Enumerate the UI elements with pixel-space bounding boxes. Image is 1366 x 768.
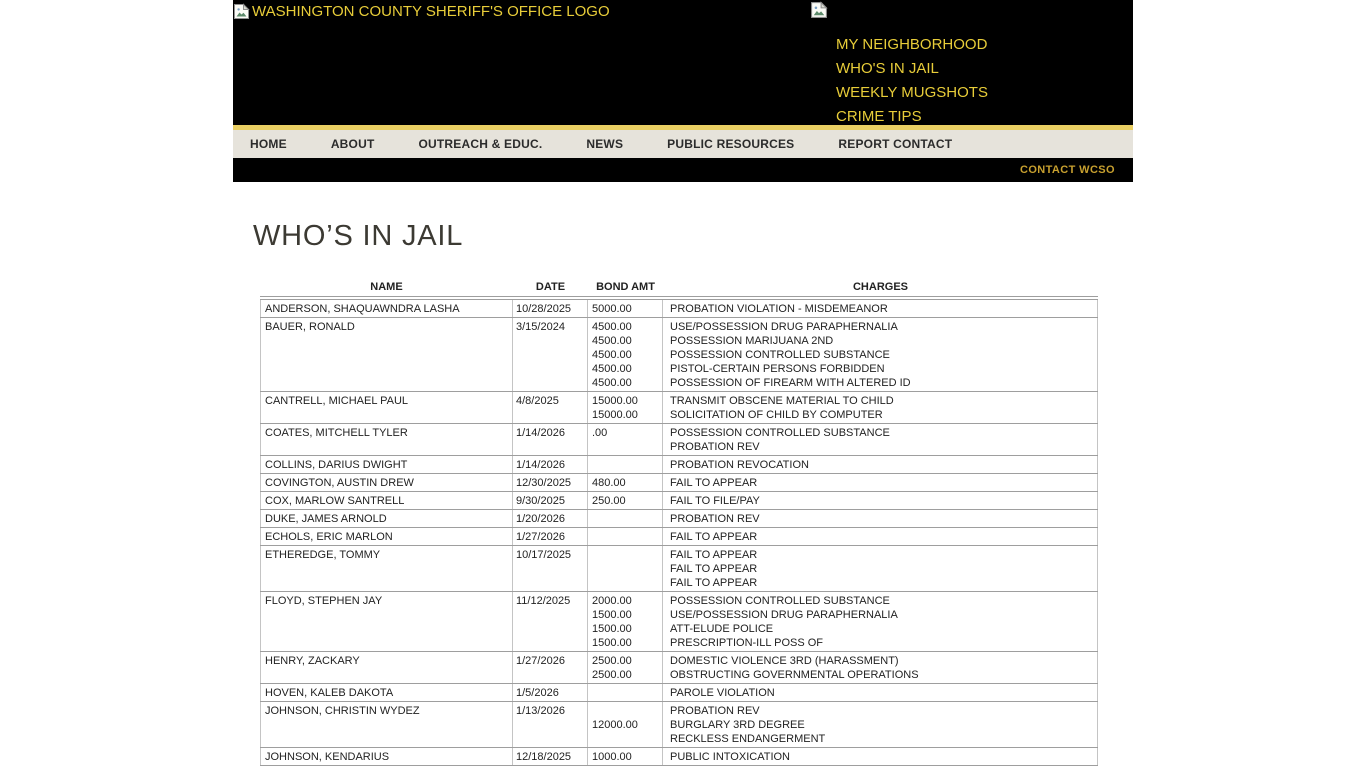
charge-line: POSSESSION CONTROLLED SUBSTANCE	[670, 595, 890, 607]
cell-date	[513, 702, 588, 747]
nav-item-about[interactable]: ABOUT	[330, 137, 375, 151]
column-header-charges: CHARGES	[852, 281, 908, 293]
bond-amount: 250.00	[592, 495, 626, 507]
column-header-bond-amt: BOND AMT	[596, 281, 655, 293]
bond-amount: 1500.00	[592, 609, 632, 621]
bond-amount	[592, 562, 662, 576]
bond-amount	[592, 440, 662, 454]
header-link-item	[836, 105, 988, 129]
cell-name	[260, 300, 513, 317]
booking-date: 1/14/2026	[516, 427, 565, 439]
charge-line: FAIL TO APPEAR	[670, 477, 758, 489]
charge-line: POSSESSION CONTROLLED SUBSTANCE	[670, 349, 890, 361]
logo-alt-text: WASHINGTON COUNTY SHERIFF'S OFFICE LOGO	[252, 3, 610, 20]
charge-line: PRESCRIPTION-ILL POSS OF	[670, 637, 824, 649]
cell-date	[513, 510, 588, 527]
contact-bar	[233, 158, 1133, 182]
bond-amount: .00	[592, 427, 608, 439]
inmate-name: ECHOLS, ERIC MARLON	[265, 531, 393, 543]
cell-date	[513, 528, 588, 545]
nav-item-public-resources[interactable]: PUBLIC RESOURCES	[667, 137, 795, 151]
charge-line: POSSESSION OF FIREARM WITH ALTERED ID	[670, 377, 911, 389]
charge-line: BURGLARY 3RD DEGREE	[670, 719, 805, 731]
cell-charges	[663, 652, 1098, 683]
inmate-name: COATES, MITCHELL TYLER	[265, 427, 408, 439]
cell-bond-amt	[588, 510, 663, 527]
cell-name	[260, 546, 513, 591]
bond-amount: 2000.00	[592, 595, 632, 607]
cell-bond-amt	[588, 300, 663, 317]
cell-charges	[663, 748, 1098, 765]
booking-date: 1/20/2026	[516, 513, 565, 525]
cell-date	[513, 392, 588, 423]
bond-amount	[592, 530, 662, 544]
charge-line: PROBATION REV	[670, 441, 760, 453]
table-row	[260, 748, 1098, 766]
cell-name	[260, 748, 513, 765]
bond-amount: 1500.00	[592, 637, 632, 649]
booking-date: 3/15/2024	[516, 321, 565, 333]
table-row	[260, 546, 1098, 592]
booking-date: 12/18/2025	[516, 751, 572, 763]
nav-item-outreach-educ[interactable]: OUTREACH & EDUC.	[418, 137, 543, 151]
cell-name	[260, 702, 513, 747]
cell-charges	[663, 592, 1098, 651]
charge-line: PROBATION VIOLATION - MISDEMEANOR	[670, 303, 888, 315]
booking-date: 11/12/2025	[516, 595, 571, 607]
cell-bond-amt	[588, 652, 663, 683]
bond-amount	[592, 548, 662, 562]
header-link-crime-tips[interactable]: CRIME TIPS	[836, 108, 922, 125]
cell-bond-amt	[588, 492, 663, 509]
cell-date	[513, 684, 588, 701]
cell-name	[260, 474, 513, 491]
cell-date	[513, 492, 588, 509]
header-quick-links	[836, 33, 988, 129]
cell-date	[513, 318, 588, 391]
bond-amount: 4500.00	[592, 377, 632, 389]
charge-line: PROBATION REV	[670, 705, 760, 717]
bond-amount: 2500.00	[592, 669, 632, 681]
jail-table-body	[260, 299, 1098, 766]
cell-bond-amt	[588, 592, 663, 651]
charge-line: POSSESSION CONTROLLED SUBSTANCE	[670, 427, 890, 439]
cell-name	[260, 528, 513, 545]
main-nav	[233, 130, 1133, 158]
bond-amount: 2500.00	[592, 655, 632, 667]
booking-date: 10/17/2025	[516, 549, 572, 561]
cell-name	[260, 510, 513, 527]
cell-charges	[663, 702, 1098, 747]
bond-amount: 480.00	[592, 477, 626, 489]
booking-date: 1/27/2026	[516, 655, 565, 667]
cell-bond-amt	[588, 318, 663, 391]
booking-date: 10/28/2025	[516, 303, 572, 315]
cell-date	[513, 300, 588, 317]
bond-amount: 1000.00	[592, 751, 632, 763]
table-row	[260, 684, 1098, 702]
charge-line: FAIL TO APPEAR	[670, 549, 758, 561]
charge-line: FAIL TO APPEAR	[670, 563, 758, 575]
inmate-name: DUKE, JAMES ARNOLD	[265, 513, 387, 525]
bond-amount: 5000.00	[592, 303, 632, 315]
bond-amount	[592, 704, 662, 718]
bond-amount: 4500.00	[592, 321, 632, 333]
bond-amount: 4500.00	[592, 335, 632, 347]
inmate-name: COX, MARLOW SANTRELL	[265, 495, 405, 507]
charge-line: PROBATION REVOCATION	[670, 459, 809, 471]
cell-name	[260, 424, 513, 455]
cell-name	[260, 392, 513, 423]
cell-charges	[663, 424, 1098, 455]
booking-date: 1/13/2026	[516, 705, 565, 717]
header-link-weekly-mugshots[interactable]: WEEKLY MUGSHOTS	[836, 84, 988, 101]
inmate-name: COVINGTON, AUSTIN DREW	[265, 477, 414, 489]
cell-bond-amt	[588, 528, 663, 545]
cell-name	[260, 652, 513, 683]
bond-amount	[592, 512, 662, 526]
cell-charges	[663, 528, 1098, 545]
header-link-item	[836, 33, 988, 57]
inmate-name: FLOYD, STEPHEN JAY	[265, 595, 383, 607]
table-row	[260, 318, 1098, 392]
cell-charges	[663, 492, 1098, 509]
cell-charges	[663, 684, 1098, 701]
inmate-name: BAUER, RONALD	[265, 321, 355, 333]
header-link-my-neighborhood[interactable]: MY NEIGHBORHOOD	[836, 36, 988, 53]
site-header	[233, 0, 1133, 125]
inmate-name: JOHNSON, KENDARIUS	[265, 751, 390, 763]
cell-date	[513, 652, 588, 683]
charge-line: DOMESTIC VIOLENCE 3RD (HARASSMENT)	[670, 655, 899, 667]
booking-date: 1/27/2026	[516, 531, 565, 543]
charge-line: ATT-ELUDE POLICE	[670, 623, 774, 635]
cell-charges	[663, 474, 1098, 491]
booking-date: 12/30/2025	[516, 477, 572, 489]
charge-line: PISTOL-CERTAIN PERSONS FORBIDDEN	[670, 363, 885, 375]
table-row	[260, 652, 1098, 684]
cell-date	[513, 456, 588, 473]
cell-date	[513, 474, 588, 491]
cell-charges	[663, 510, 1098, 527]
charge-line: PUBLIC INTOXICATION	[670, 751, 791, 763]
table-row	[260, 456, 1098, 474]
charge-line: FAIL TO APPEAR	[670, 531, 758, 543]
booking-date: 4/8/2025	[516, 395, 559, 407]
broken-image-icon	[810, 1, 828, 24]
jail-table-header	[260, 280, 1098, 297]
booking-date: 1/5/2026	[516, 687, 559, 699]
table-row	[260, 392, 1098, 424]
charge-line: USE/POSSESSION DRUG PARAPHERNALIA	[670, 321, 898, 333]
bond-amount: 15000.00	[592, 409, 638, 421]
logo-link[interactable]	[233, 3, 610, 25]
nav-item-news[interactable]: NEWS	[586, 137, 624, 151]
cell-bond-amt	[588, 546, 663, 591]
inmate-name: HOVEN, KALEB DAKOTA	[265, 687, 394, 699]
cell-bond-amt	[588, 474, 663, 491]
cell-charges	[663, 318, 1098, 391]
cell-date	[513, 546, 588, 591]
charge-line: SOLICITATION OF CHILD BY COMPUTER	[670, 409, 883, 421]
main-content	[233, 221, 1133, 766]
table-row	[260, 702, 1098, 748]
column-header-date: DATE	[535, 281, 566, 293]
column-header-name: NAME	[370, 281, 403, 293]
bond-amount: 4500.00	[592, 349, 632, 361]
cell-bond-amt	[588, 684, 663, 701]
table-row	[260, 510, 1098, 528]
inmate-name: COLLINS, DARIUS DWIGHT	[265, 459, 408, 471]
cell-bond-amt	[588, 702, 663, 747]
bond-amount: 4500.00	[592, 363, 632, 375]
cell-charges	[663, 392, 1098, 423]
cell-name	[260, 492, 513, 509]
charge-line: USE/POSSESSION DRUG PARAPHERNALIA	[670, 609, 898, 621]
bond-amount	[592, 458, 662, 472]
table-row	[260, 474, 1098, 492]
table-row	[260, 528, 1098, 546]
cell-date	[513, 424, 588, 455]
bond-amount: 15000.00	[592, 395, 638, 407]
contact-wcso-link[interactable]: CONTACT WCSO	[1019, 164, 1115, 176]
inmate-name: ANDERSON, SHAQUAWNDRA LASHA	[265, 303, 460, 315]
nav-item-home[interactable]: HOME	[250, 137, 287, 151]
bond-amount	[592, 576, 662, 590]
inmate-name: CANTRELL, MICHAEL PAUL	[265, 395, 409, 407]
cell-charges	[663, 456, 1098, 473]
charge-line: TRANSMIT OBSCENE MATERIAL TO CHILD	[670, 395, 894, 407]
cell-bond-amt	[588, 748, 663, 765]
cell-charges	[663, 300, 1098, 317]
charge-line: FAIL TO APPEAR	[670, 577, 758, 589]
header-link-item	[836, 81, 988, 105]
charge-line: PROBATION REV	[670, 513, 760, 525]
cell-name	[260, 318, 513, 391]
charge-line: PAROLE VIOLATION	[670, 687, 775, 699]
table-row	[260, 492, 1098, 510]
charge-line: RECKLESS ENDANGERMENT	[670, 733, 826, 745]
bond-amount: 1500.00	[592, 623, 632, 635]
broken-image-icon	[233, 3, 250, 25]
nav-item-report-contact[interactable]: REPORT CONTACT	[838, 137, 953, 151]
charge-line: OBSTRUCTING GOVERNMENTAL OPERATIONS	[670, 669, 919, 681]
cell-bond-amt	[588, 456, 663, 473]
charge-line: FAIL TO FILE/PAY	[670, 495, 760, 507]
cell-bond-amt	[588, 424, 663, 455]
bond-amount: 12000.00	[592, 719, 638, 731]
inmate-name: JOHNSON, CHRISTIN WYDEZ	[265, 705, 420, 717]
booking-date: 9/30/2025	[516, 495, 565, 507]
table-row	[260, 424, 1098, 456]
bond-amount	[592, 686, 662, 700]
cell-name	[260, 456, 513, 473]
header-link-item	[836, 57, 988, 81]
booking-date: 1/14/2026	[516, 459, 565, 471]
page-column	[233, 0, 1133, 766]
cell-date	[513, 748, 588, 765]
charge-line: POSSESSION MARIJUANA 2ND	[670, 335, 834, 347]
header-link-who-s-in-jail[interactable]: WHO'S IN JAIL	[836, 60, 939, 77]
cell-date	[513, 592, 588, 651]
jail-table	[260, 280, 1098, 766]
table-row	[260, 592, 1098, 652]
inmate-name: ETHEREDGE, TOMMY	[265, 549, 381, 561]
inmate-name: HENRY, ZACKARY	[265, 655, 360, 667]
cell-bond-amt	[588, 392, 663, 423]
table-row	[260, 299, 1098, 318]
cell-name	[260, 592, 513, 651]
page-title: WHO’S IN JAIL	[253, 220, 464, 252]
cell-charges	[663, 546, 1098, 591]
cell-name	[260, 684, 513, 701]
bond-amount	[592, 732, 662, 746]
